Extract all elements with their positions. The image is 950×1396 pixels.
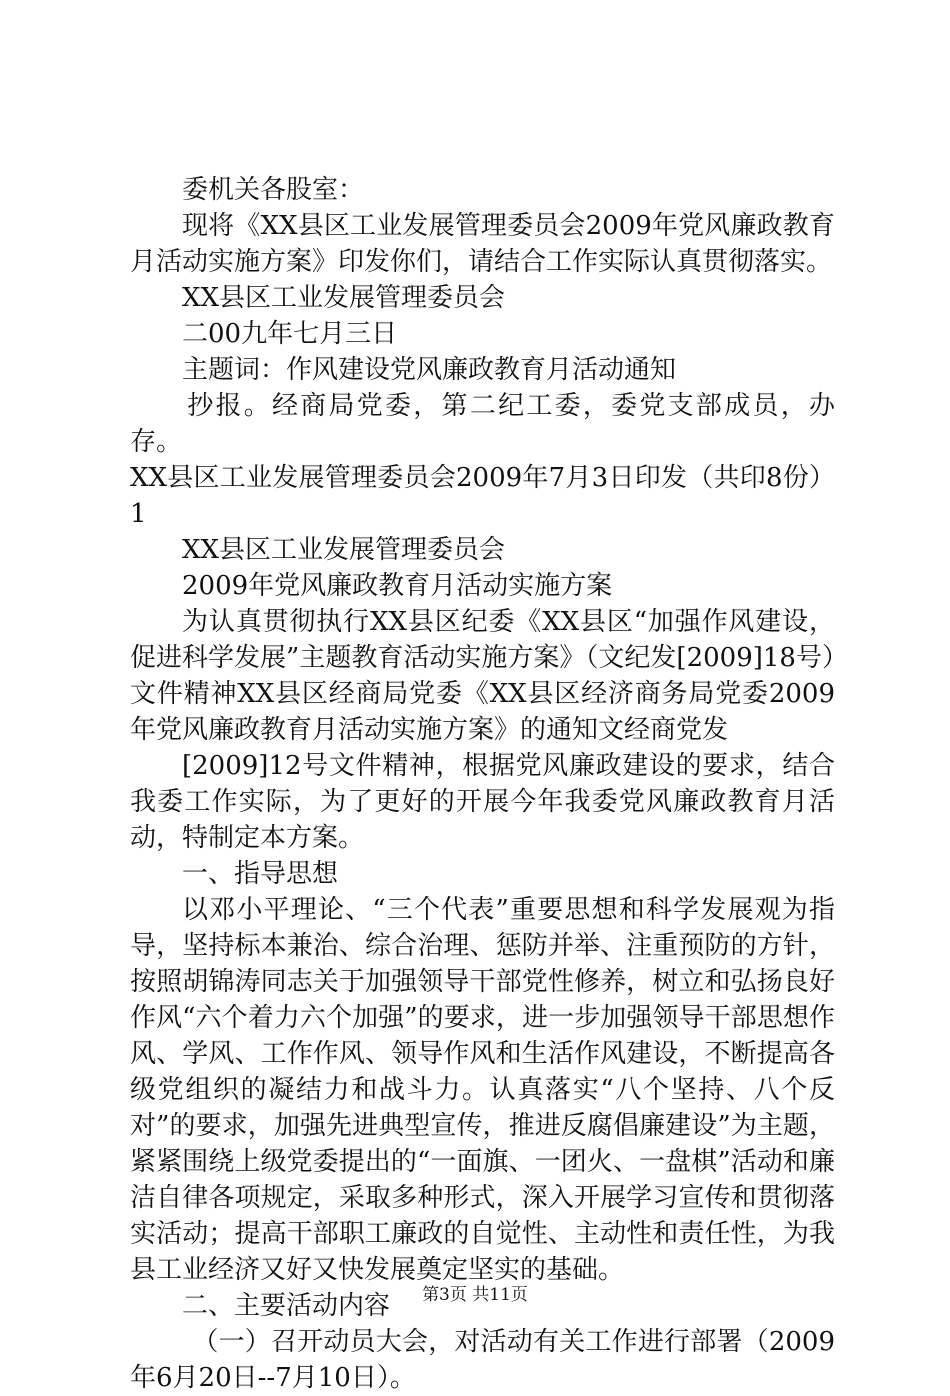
print-info: XX县区工业发展管理委员会2009年7月3日印发（共印8份）1 <box>130 463 835 529</box>
subject-keywords: 主题词：作风建设党风廉政教育月活动通知 <box>182 355 677 385</box>
issuer-name: XX县区工业发展管理委员会 <box>182 283 506 313</box>
page-number-footer: 第3页 共11页 <box>422 1285 528 1305</box>
intro-paragraph: 为认真贯彻执行XX县区纪委《XX县区“加强作风建设，促进科学发展”主题教育活动实施方案》（文纪发[2009]18号）文件精神XX县区经商局党委《XX县区经济商务局党委2009年党风廉政教育月活动实施方案》的通知文经商党发 <box>130 607 835 745</box>
issue-date: 二00九年七月三日 <box>182 319 398 349</box>
document-body <box>130 172 835 1396</box>
section-heading-main-activities: 二、主要活动内容 <box>182 1291 391 1321</box>
salutation: 委机关各股室： <box>182 175 365 205</box>
guiding-thought-paragraph: 以邓小平理论、“三个代表”重要思想和科学发展观为指导，坚持标本兼治、综合治理、惩防并举、注重预防的方针，按照胡锦涛同志关于加强领导干部党性修养，树立和弘扬良好作风“六个着力六个加强”的要求，进一步加强领导干部思想作风、学风、工作作风、领导作风和生活作风建设，不断提高各级党组织的凝结力和战斗力。认真落实“八个坚持、八个反对”的要求，加强先进典型宣传，推进反腐倡廉建设”为主题，紧紧围绕上级党委提出的“一面旗、一团火、一盘棋”活动和廉洁自律各项规定，采取多种形式，深入开展学习宣传和贯彻落实活动；提高干部职工廉政的自觉性、主动性和责任性，为我县工业经济又好又快发展奠定坚实的基础。 <box>130 895 835 1285</box>
plan-issuer: XX县区工业发展管理委员会 <box>182 535 506 565</box>
notice-paragraph: 现将《XX县区工业发展管理委员会2009年党风廉政教育月活动实施方案》印发你们，请结合工作实际认真贯彻落实。 <box>130 211 835 277</box>
activity-item-1: （一）召开动员大会，对活动有关工作进行部署（2009年6月20日--7月10日）。 <box>130 1327 835 1393</box>
intro-paragraph-continued: [2009]12号文件精神，根据党风廉政建设的要求，结合我委工作实际，为了更好的开展今年我委党风廉政教育月活动，特制定本方案。 <box>130 751 835 853</box>
cc-line: 抄报。经商局党委，第二纪工委，委党支部成员，办存。 <box>130 391 835 457</box>
plan-title: 2009年党风廉政教育月活动实施方案 <box>182 571 613 601</box>
section-heading-guiding-thought: 一、指导思想 <box>182 859 339 889</box>
